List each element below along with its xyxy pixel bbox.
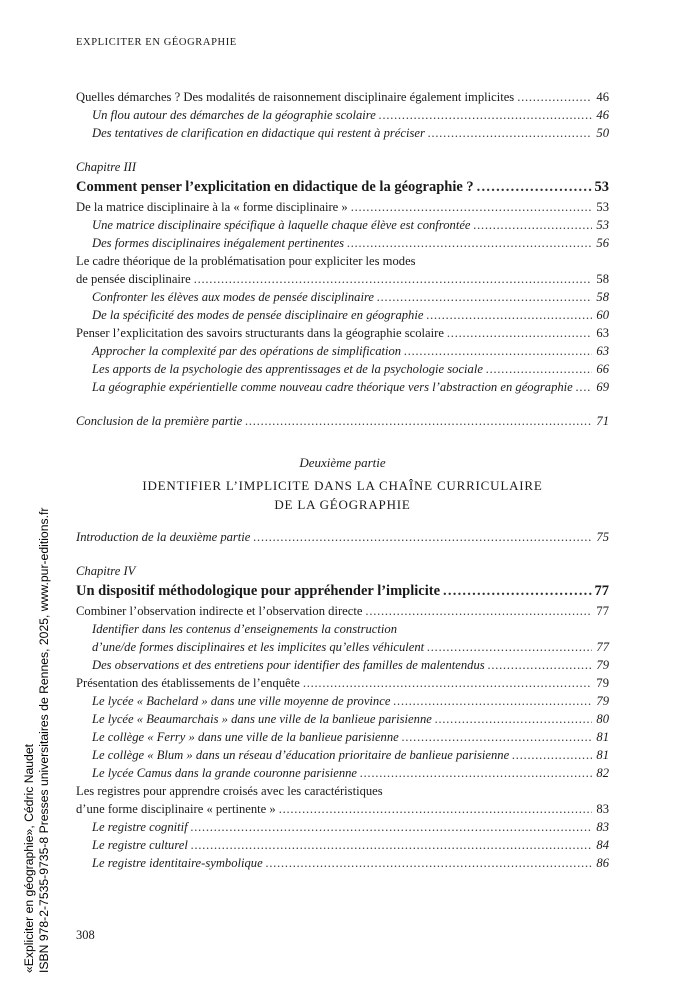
part-label: Deuxième partie [299, 455, 386, 470]
toc-entry-conclusion[interactable] [76, 412, 609, 430]
toc-subentry[interactable] [76, 234, 609, 252]
table-of-contents [76, 88, 609, 872]
toc-entry-title: Le registre cognitif [92, 820, 188, 834]
side-credit-line1: «Expliciter en géographie», Cédric Naudet [22, 744, 36, 973]
toc-entry-title: Quelles démarches ? Des modalités de raisonnement disciplinaire également implicites [76, 90, 515, 104]
leader-dots [351, 198, 592, 216]
leader-dots [303, 674, 592, 692]
toc-entry-title: Approcher la complexité par des opérations de simplification [92, 344, 402, 358]
leader-dots [447, 324, 592, 342]
toc-subentry[interactable] [76, 106, 609, 124]
toc-entry-title: La géographie expérientielle comme nouveau cadre théorique vers l’abstraction en géographie [92, 380, 573, 394]
toc-entry-line1: Les registres pour apprendre croisés avec les caractéristiques [76, 784, 383, 798]
leader-dots [443, 580, 591, 602]
toc-subentry[interactable] [76, 710, 609, 728]
toc-entry-title: Une matrice disciplinaire spécifique à laquelle chaque élève est confrontée [92, 218, 471, 232]
toc-subentry[interactable] [76, 288, 609, 306]
toc-page-number: 77 [594, 583, 609, 599]
toc-entry-title: Le collège « Ferry » dans une ville de la banlieue parisienne [92, 730, 399, 744]
toc-entry-title: d’une forme disciplinaire « pertinente » [76, 802, 276, 816]
leader-dots [379, 106, 592, 124]
leader-dots [393, 692, 592, 710]
leader-dots [402, 728, 592, 746]
toc-entry-title: Des observations et des entretiens pour identifier des familles de malentendus [92, 658, 485, 672]
chapter-label: Chapitre III [76, 160, 137, 174]
chapter-title-entry[interactable] [76, 580, 609, 602]
toc-page-number: 58 [596, 290, 609, 304]
toc-page-number: 53 [594, 179, 609, 195]
toc-page-number: 79 [596, 676, 609, 690]
toc-entry[interactable] [76, 674, 609, 692]
leader-dots [191, 818, 592, 836]
leader-dots [194, 270, 592, 288]
leader-dots [365, 602, 592, 620]
chapter-title: Comment penser l’explicitation en didactique de la géographie ? [76, 179, 474, 195]
leader-dots [191, 836, 592, 854]
toc-page-number: 50 [596, 126, 609, 140]
leader-dots [377, 288, 592, 306]
side-credit [22, 508, 52, 973]
toc-entry[interactable] [76, 88, 609, 106]
leader-dots [435, 710, 592, 728]
leader-dots [512, 746, 592, 764]
toc-entry-introduction[interactable] [76, 528, 609, 546]
toc-entry-title: Conclusion de la première partie [76, 414, 243, 428]
part-title: DE LA GÉOGRAPHIE [274, 497, 411, 512]
toc-subentry[interactable] [76, 216, 609, 234]
toc-subentry[interactable] [76, 342, 609, 360]
part-title: IDENTIFIER L’IMPLICITE DANS LA CHAÎNE CURRICULAIRE [142, 478, 543, 493]
toc-entry-title: Combiner l’observation indirecte et l’observation directe [76, 604, 363, 618]
toc-entry-title: Le registre identitaire-symbolique [92, 856, 263, 870]
toc-page-number: 79 [596, 694, 609, 708]
toc-page-number: 56 [596, 236, 609, 250]
chapter-label: Chapitre IV [76, 564, 136, 578]
toc-entry-title: de pensée disciplinaire [76, 272, 191, 286]
toc-page-number: 83 [596, 802, 609, 816]
toc-subentry[interactable] [76, 692, 609, 710]
toc-page-number: 46 [596, 108, 609, 122]
toc-entry-title: Le registre culturel [92, 838, 188, 852]
leader-dots [360, 764, 592, 782]
leader-dots [404, 342, 592, 360]
toc-entry-title: Les apports de la psychologie des apprentissages et de la psychologie sociale [92, 362, 483, 376]
toc-entry-title: Confronter les élèves aux modes de pensée disciplinaire [92, 290, 375, 304]
toc-subentry[interactable] [76, 656, 609, 674]
toc-page-number: 58 [596, 272, 609, 286]
toc-page-number: 71 [596, 414, 609, 428]
toc-page-number: 80 [596, 712, 609, 726]
toc-page-number: 60 [596, 308, 609, 322]
toc-page-number: 63 [596, 344, 609, 358]
toc-subentry[interactable] [76, 360, 609, 378]
toc-page-number: 84 [596, 838, 609, 852]
toc-entry-title: Le lycée Camus dans la grande couronne parisienne [92, 766, 358, 780]
toc-page-number: 46 [596, 90, 609, 104]
toc-subentry[interactable] [76, 836, 609, 854]
toc-page-number: 82 [596, 766, 609, 780]
toc-page-number: 81 [596, 748, 609, 762]
toc-page-number: 79 [596, 658, 609, 672]
leader-dots [576, 378, 592, 396]
toc-page-number: 53 [596, 200, 609, 214]
leader-dots [253, 528, 592, 546]
leader-dots [517, 88, 592, 106]
chapter-title: Un dispositif méthodologique pour appréhender l’implicite [76, 583, 441, 599]
toc-page-number: 69 [596, 380, 609, 394]
toc-entry-line1: Le cadre théorique de la problématisation pour expliciter les modes [76, 254, 416, 268]
toc-entry-title: Penser l’explicitation des savoirs structurants dans la géographie scolaire [76, 326, 444, 340]
toc-entry-title: Le collège « Blum » dans un réseau d’éducation prioritaire de banlieue parisienne [92, 748, 510, 762]
running-head: EXPLICITER EN GÉOGRAPHIE [76, 37, 237, 48]
leader-dots [477, 176, 592, 198]
toc-entry-title: Des tentatives de clarification en didactique qui restent à préciser [92, 126, 425, 140]
toc-entry[interactable] [76, 270, 609, 288]
leader-dots [279, 800, 592, 818]
page-number: 308 [76, 928, 95, 942]
toc-entry-title: Un flou autour des démarches de la géographie scolaire [92, 108, 376, 122]
toc-entry[interactable] [76, 800, 609, 818]
toc-entry-title: De la matrice disciplinaire à la « forme disciplinaire » [76, 200, 348, 214]
leader-dots [266, 854, 592, 872]
toc-page-number: 53 [596, 218, 609, 232]
toc-entry-title: Présentation des établissements de l’enquête [76, 676, 300, 690]
toc-entry-title: Le lycée « Beaumarchais » dans une ville de la banlieue parisienne [92, 712, 432, 726]
toc-entry-title: De la spécificité des modes de pensée disciplinaire en géographie [92, 308, 424, 322]
leader-dots [428, 124, 592, 142]
toc-subentry-line1: Identifier dans les contenus d’enseignements la construction [92, 622, 397, 636]
toc-entry-title: d’une/de formes disciplinaires et les implicites qu’elles véhiculent [92, 640, 425, 654]
toc-entry[interactable] [76, 324, 609, 342]
toc-page-number: 77 [596, 640, 609, 654]
chapter-title-entry[interactable] [76, 176, 609, 198]
toc-subentry[interactable] [76, 638, 609, 656]
toc-subentry[interactable] [76, 728, 609, 746]
leader-dots [426, 306, 592, 324]
toc-subentry[interactable] [76, 306, 609, 324]
toc-subentry[interactable] [76, 378, 609, 396]
leader-dots [347, 234, 592, 252]
side-credit-line2: ISBN 978-2-7535-9735-8 Presses universitaires de Rennes, 2025, www.pur-editions.fr [37, 507, 51, 973]
toc-page-number: 63 [596, 326, 609, 340]
toc-entry[interactable] [76, 602, 609, 620]
toc-page-number: 75 [596, 530, 609, 544]
leader-dots [245, 412, 592, 430]
toc-page-number: 77 [596, 604, 609, 618]
toc-page-number: 66 [596, 362, 609, 376]
toc-page-number: 83 [596, 820, 609, 834]
toc-page-number: 86 [596, 856, 609, 870]
leader-dots [427, 638, 592, 656]
toc-entry-title: Des formes disciplinaires inégalement pertinentes [92, 236, 345, 250]
toc-entry-title: Le lycée « Bachelard » dans une ville moyenne de province [92, 694, 391, 708]
toc-subentry[interactable] [76, 764, 609, 782]
toc-entry[interactable] [76, 198, 609, 216]
leader-dots [488, 656, 592, 674]
toc-subentry[interactable] [76, 854, 609, 872]
toc-subentry[interactable] [76, 818, 609, 836]
toc-page-number: 81 [596, 730, 609, 744]
leader-dots [486, 360, 592, 378]
toc-subentry[interactable] [76, 746, 609, 764]
leader-dots [474, 216, 592, 234]
toc-entry-title: Introduction de la deuxième partie [76, 530, 251, 544]
toc-subentry[interactable] [76, 124, 609, 142]
